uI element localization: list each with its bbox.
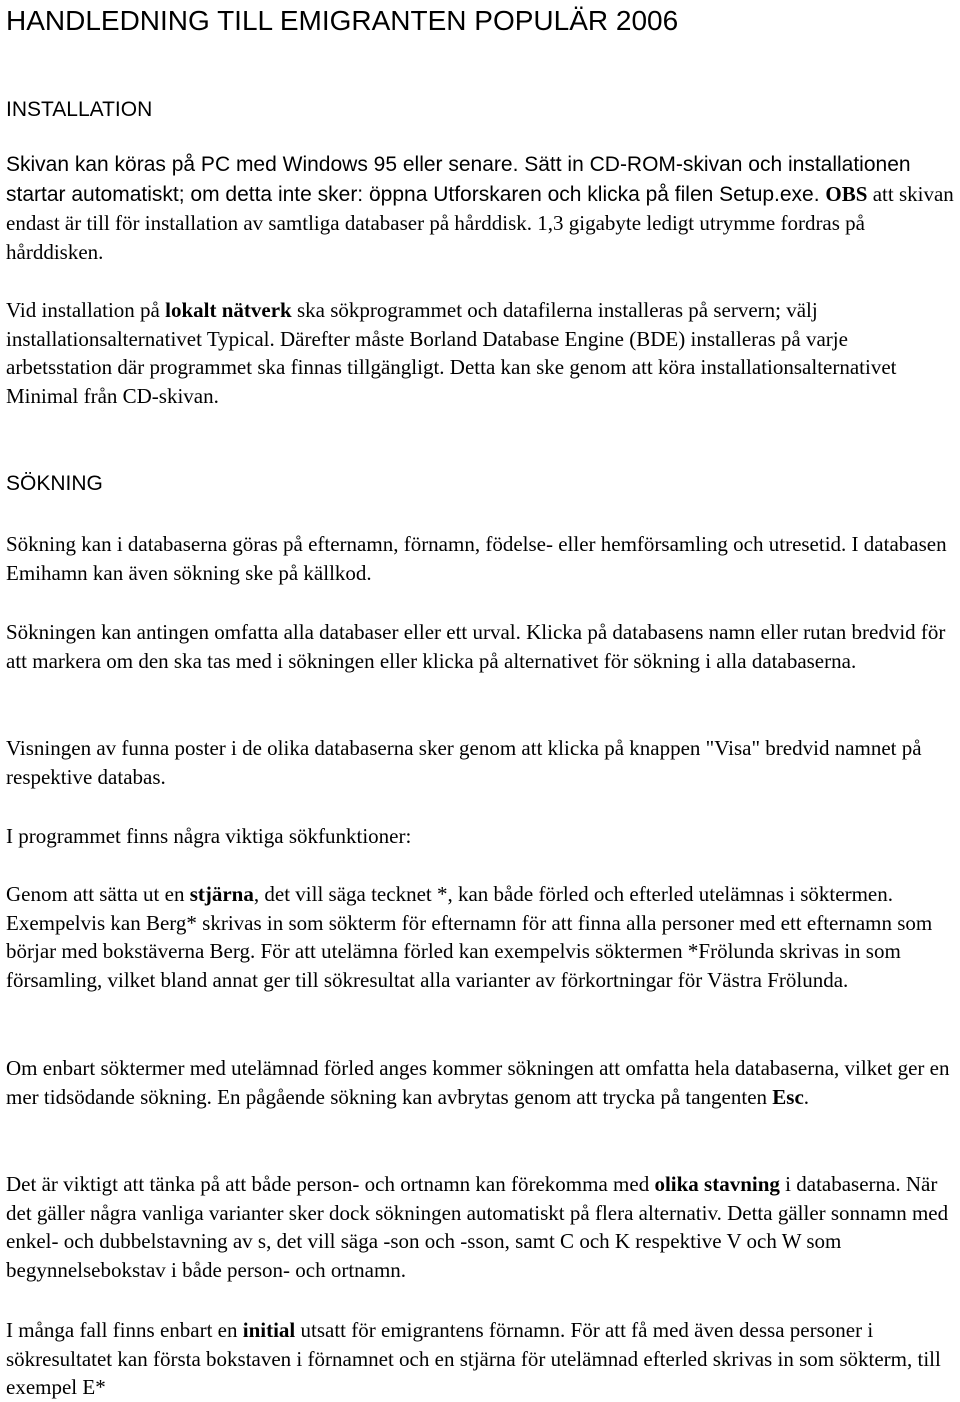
document-title: HANDLEDNING TILL EMIGRANTEN POPULÄR 2006 [6,5,679,36]
installation-p1-rest: att skivan endast är till för installation av samtliga databaser på hårddisk. 1,3 gigabyte ledigt utrymme fordras på hårddisken. [6,181,954,264]
sokning-p8-intro: I många fall finns enbart en [6,1318,243,1342]
sokning-p5-rest: , det vill säga tecknet *, kan både förled och efterled utelämnas i söktermen. Exempelvis kan Berg* skrivas in som sökterm för efternamn för att finna alla personer med ett efternamn som börjar med bokstäverna Berg. För att utelämna förled kan exempelvis söktermen *Frölunda skrivas in som församling, vilket bland annat ger till sökresultat alla varianter av förkortningar för Västra Frölunda. [6,882,933,992]
sokning-paragraph-7 [6,1170,958,1284]
sokning-paragraph-5 [6,880,958,994]
installation-paragraph-2 [6,296,958,410]
lokalt-natverk-emphasis: lokalt nätverk [165,298,292,322]
obs-emphasis: OBS [825,181,868,206]
sokning-paragraph-8 [6,1316,958,1402]
esc-emphasis: Esc [772,1084,804,1109]
installation-p1-intro: Skivan kan köras på PC med Windows 95 eller senare. Sätt in CD-ROM-skivan och installationen startar automatiskt; om detta inte sker: öppna Utforskaren och klicka på filen Setup.exe. [6,153,911,206]
sokning-p6-end: . [803,1084,810,1109]
olika-stavning-emphasis: olika stavning [654,1172,780,1196]
stjarna-emphasis: stjärna [189,882,254,906]
installation-paragraph-1 [6,150,958,266]
sokning-p7-intro: Det är viktigt att tänka på att både person- och ortnamn kan förekomma med [6,1172,655,1196]
installation-heading: INSTALLATION [6,98,153,121]
sokning-paragraph-3: Visningen av funna poster i de olika databaserna sker genom att klicka på knappen "Visa" bredvid namnet på respektive databas. [6,736,922,789]
initial-emphasis: initial [242,1318,296,1342]
installation-p2-rest: ska sökprogrammet och datafilerna installeras på servern; välj installationsalternativet Typical. Därefter måste Borland Database Engine (BDE) installeras på varje arbetsstation där programmet ska finnas tillgängligt. Detta kan ske genom att köra installationsalternativet Minimal från CD-skivan. [6,298,897,408]
sokning-heading: SÖKNING [6,472,103,495]
sokning-paragraph-6 [6,1054,958,1111]
sokning-p6-intro: Om enbart söktermer med utelämnad förled anges kommer sökningen att omfatta hela databaserna, vilket ger en mer tidsödande sökning. En pågående sökning kan avbrytas genom att trycka på tangenten [6,1056,950,1109]
sokning-paragraph-1: Sökning kan i databaserna göras på efternamn, förnamn, födelse- eller hemförsamling och utresetid. I databasen Emihamn kan även sökning ske på källkod. [6,532,947,585]
sokning-p5-intro: Genom att sätta ut en [6,882,190,906]
sokning-p7-rest: i databaserna. När det gäller några vanliga varianter sker dock sökningen automatiskt på flera alternativ. Detta gäller sonnamn med enkel- och dubbelstavning av s, det vill säga -son och -sson, samt C och K respektive V och W som begynnelsebokstav i både person- och ortnamn. [6,1172,949,1282]
installation-p2-intro: Vid installation på [6,298,166,322]
sokning-paragraph-2: Sökningen kan antingen omfatta alla databaser eller ett urval. Klicka på databasens namn eller rutan bredvid för att markera om den ska tas med i sökningen eller klicka på alternativet för sökning i alla databaserna. [6,620,946,673]
sokning-p8-rest: utsatt för emigrantens förnamn. För att få med även dessa personer i sökresultatet kan första bokstaven i förnamnet och en stjärna för utelämnad efterled skrivas in som sökterm, till exempel E* [6,1318,941,1400]
sokning-paragraph-4: I programmet finns några viktiga sökfunktioner: [6,824,412,848]
